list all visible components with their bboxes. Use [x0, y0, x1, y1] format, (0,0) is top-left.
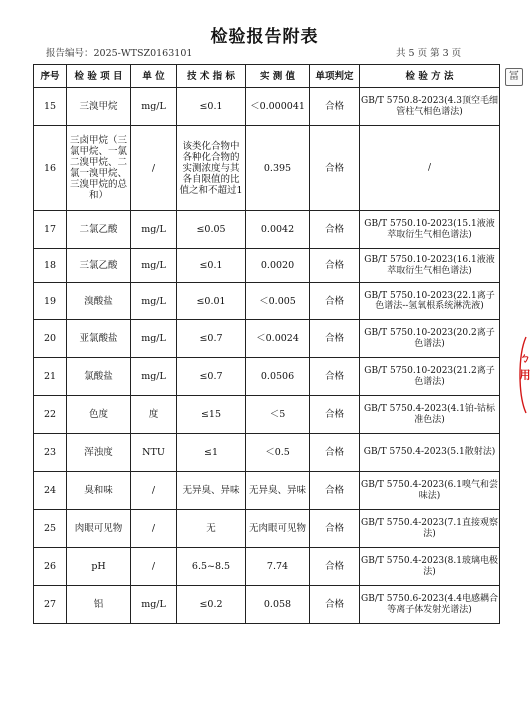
row-method: / — [360, 126, 500, 211]
row-verdict: 合格 — [310, 510, 360, 548]
row-no: 22 — [34, 396, 67, 434]
row-spec: 无 — [177, 510, 246, 548]
row-method: GB/T 5750.4-2023(4.1铂-钴标准色法) — [360, 396, 500, 434]
row-spec: ≤0.05 — [177, 211, 246, 249]
row-verdict: 合格 — [310, 211, 360, 249]
row-unit: / — [131, 472, 177, 510]
table-row — [34, 320, 500, 358]
row-no: 26 — [34, 548, 67, 586]
table-row — [34, 396, 500, 434]
row-item: 三卤甲烷（三氯甲烷、一氯二溴甲烷、二氯一溴甲烷、三溴甲烷的总和） — [67, 126, 131, 211]
row-verdict: 合格 — [310, 358, 360, 396]
test-results-table — [33, 64, 500, 624]
row-no: 19 — [34, 283, 67, 320]
row-spec: ≤1 — [177, 434, 246, 472]
row-unit: mg/L — [131, 283, 177, 320]
row-item: 亚氯酸盐 — [67, 320, 131, 358]
row-value: 0.058 — [246, 586, 310, 624]
row-unit: / — [131, 510, 177, 548]
row-method: GB/T 5750.10-2023(15.1液液萃取衍生气相色谱法) — [360, 211, 500, 249]
row-spec: ≤0.7 — [177, 320, 246, 358]
row-unit: mg/L — [131, 586, 177, 624]
row-no: 21 — [34, 358, 67, 396]
row-unit: mg/L — [131, 320, 177, 358]
report-number: 报告编号：2025-WTSZ0163101 — [46, 48, 193, 59]
page-title: 检验报告附表 — [210, 27, 319, 47]
row-item: 氯酸盐 — [67, 358, 131, 396]
row-spec: 该类化合物中各种化合物的实测浓度与其各自限值的比值之和不超过1 — [177, 126, 246, 211]
row-verdict: 合格 — [310, 283, 360, 320]
row-no: 15 — [34, 88, 67, 126]
row-value: ＜0.000041 — [246, 88, 310, 126]
row-no: 24 — [34, 472, 67, 510]
table-row — [34, 283, 500, 320]
table-row — [34, 548, 500, 586]
row-spec: ≤0.2 — [177, 586, 246, 624]
row-value: 无肉眼可见物 — [246, 510, 310, 548]
row-item: 三溴甲烷 — [67, 88, 131, 126]
header-method: 检 验 方 法 — [360, 65, 500, 88]
row-no: 27 — [34, 586, 67, 624]
row-value: ＜0.0024 — [246, 320, 310, 358]
row-method: GB/T 5750.4-2023(8.1玻璃电极法) — [360, 548, 500, 586]
row-spec: ≤0.1 — [177, 88, 246, 126]
table-row — [34, 510, 500, 548]
row-spec: ≤15 — [177, 396, 246, 434]
row-method: GB/T 5750.4-2023(5.1散射法) — [360, 434, 500, 472]
table-row — [34, 249, 500, 283]
row-value: ＜0.5 — [246, 434, 310, 472]
row-verdict: 合格 — [310, 586, 360, 624]
row-item: 臭和味 — [67, 472, 131, 510]
row-unit: NTU — [131, 434, 177, 472]
row-value: ＜5 — [246, 396, 310, 434]
row-item: 色度 — [67, 396, 131, 434]
row-value: ＜0.005 — [246, 283, 310, 320]
row-no: 18 — [34, 249, 67, 283]
table-row — [34, 88, 500, 126]
row-verdict: 合格 — [310, 126, 360, 211]
table-row — [34, 472, 500, 510]
row-value: 7.74 — [246, 548, 310, 586]
document-icon[interactable]: 冨 — [505, 68, 523, 86]
row-unit: / — [131, 126, 177, 211]
row-item: pH — [67, 548, 131, 586]
header-item: 检 验 项 目 — [67, 65, 131, 88]
row-unit: mg/L — [131, 211, 177, 249]
row-item: 溴酸盐 — [67, 283, 131, 320]
row-verdict: 合格 — [310, 88, 360, 126]
row-unit: / — [131, 548, 177, 586]
row-item: 肉眼可见物 — [67, 510, 131, 548]
row-spec: ≤0.7 — [177, 358, 246, 396]
row-verdict: 合格 — [310, 548, 360, 586]
row-method: GB/T 5750.6-2023(4.4电感耦合等离子体发射光谱法) — [360, 586, 500, 624]
row-no: 17 — [34, 211, 67, 249]
row-method: GB/T 5750.10-2023(22.1离子色谱法--氢氧根系统淋洗液) — [360, 283, 500, 320]
row-spec: 6.5~8.5 — [177, 548, 246, 586]
row-unit: mg/L — [131, 88, 177, 126]
header-value: 实 测 值 — [246, 65, 310, 88]
row-unit: mg/L — [131, 358, 177, 396]
row-method: GB/T 5750.10-2023(16.1液液萃取衍生气相色谱法) — [360, 249, 500, 283]
row-verdict: 合格 — [310, 249, 360, 283]
table-row — [34, 126, 500, 211]
stamp-text: ㄅ用 — [518, 352, 531, 386]
header-spec: 技 术 指 标 — [177, 65, 246, 88]
row-item: 铝 — [67, 586, 131, 624]
row-value: 0.0506 — [246, 358, 310, 396]
row-no: 16 — [34, 126, 67, 211]
row-unit: mg/L — [131, 249, 177, 283]
row-method: GB/T 5750.4-2023(6.1嗅气和尝味法) — [360, 472, 500, 510]
table-row — [34, 358, 500, 396]
row-verdict: 合格 — [310, 472, 360, 510]
row-value: 无异臭、异味 — [246, 472, 310, 510]
row-no: 23 — [34, 434, 67, 472]
row-value: 0.395 — [246, 126, 310, 211]
row-method: GB/T 5750.10-2023(21.2离子色谱法) — [360, 358, 500, 396]
row-method: GB/T 5750.4-2023(7.1直接观察法) — [360, 510, 500, 548]
table-row — [34, 586, 500, 624]
row-no: 25 — [34, 510, 67, 548]
table-row — [34, 211, 500, 249]
row-spec: ≤0.01 — [177, 283, 246, 320]
row-value: 0.0042 — [246, 211, 310, 249]
row-item: 浑浊度 — [67, 434, 131, 472]
table-header-row — [34, 65, 500, 88]
row-item: 二氯乙酸 — [67, 211, 131, 249]
header-verdict: 单项判定 — [310, 65, 360, 88]
row-item: 三氯乙酸 — [67, 249, 131, 283]
row-unit: 度 — [131, 396, 177, 434]
row-method: GB/T 5750.10-2023(20.2离子色谱法) — [360, 320, 500, 358]
header-unit: 单 位 — [131, 65, 177, 88]
header-no: 序号 — [34, 65, 67, 88]
page-indicator: 共 5 页 第 3 页 — [396, 48, 462, 59]
row-value: 0.0020 — [246, 249, 310, 283]
row-spec: 无异臭、异味 — [177, 472, 246, 510]
row-verdict: 合格 — [310, 320, 360, 358]
row-verdict: 合格 — [310, 434, 360, 472]
table-row — [34, 434, 500, 472]
row-no: 20 — [34, 320, 67, 358]
row-spec: ≤0.1 — [177, 249, 246, 283]
row-method: GB/T 5750.8-2023(4.3顶空毛细管柱气相色谱法) — [360, 88, 500, 126]
row-verdict: 合格 — [310, 396, 360, 434]
